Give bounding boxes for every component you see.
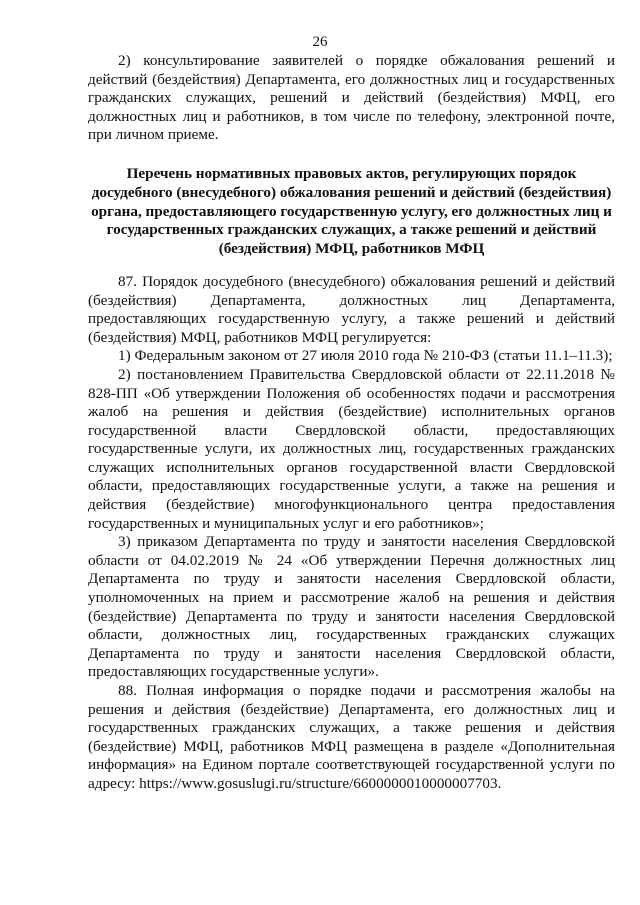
list-item-government-decree: 2) постановлением Правительства Свердловской области от 22.11.2018 № 828-ПП «Об утверждении Положения об особенностях подачи и рассмотрения жалоб на решения и действия (бездействие) исполнительных органов государственной власти Свердловской области, предоставляющих государственные услуги, их должностных лиц, государственных гражданских служащих исполнительных органов государственной власти Свердловской области, предоставляющих государственные услуги, а также на решения и действия (бездействие) многофункционального центра предоставления государственных и муниципальных услуг и его работников»; (88, 365, 615, 532)
list-item-department-order: 3) приказом Департамента по труду и занятости населения Свердловской области от 04.02.2019 № 24 «Об утверждении Перечня должностных лиц Департамента по труду и занятости населения Свердловской области, уполномоченных на прием и рассмотрение жалоб на решения и действия (бездействие) Департамента по труду и занятости населения Свердловской области, должностных лиц, государственных гражданских служащих Департамента по труду и занятости населения Свердловской области, предоставляющих государственные услуги». (88, 533, 615, 681)
paragraph-87: 87. Порядок досудебного (внесудебного) обжалования решений и действий (бездействия) Департамента, должностных лиц Департамента, предоставляющих государственную услугу, а также решений и действий (бездействия) МФЦ, работников МФЦ регулируется: (88, 272, 615, 346)
section-heading: Перечень нормативных правовых актов, регулирующих порядок досудебного (внесудебного) обжалования решений и действий (бездействия) органа, предоставляющего государственную услугу, его должностных лиц и государственных гражданских служащих, а также решений и действий (бездействия) МФЦ, работников МФЦ (91, 164, 612, 258)
page-number: 26 (312, 34, 328, 50)
intro-paragraph: 2) консультирование заявителей о порядке обжалования решений и действий (бездействия) Департамента, его должностных лиц и государственных гражданских служащих, решений и действий (бездействия) МФЦ, его должностных лиц и работников, в том числе по телефону, электронной почте, при личном приеме. (88, 52, 615, 144)
paragraph-88: 88. Полная информация о порядке подачи и рассмотрения жалобы на решения и действия (бездействие) Департамента, его должностных лиц и государственных гражданских служащих, а также решения и действия (бездействие) МФЦ, работников МФЦ размещена в разделе «Дополнительная информация» на Едином портале соответствующей государственной услуги по адресу: https://www.gosuslugi.ru/structure/6600000010000007703. (88, 682, 615, 792)
list-item-federal-law: 1) Федеральным законом от 27 июля 2010 года № 210-ФЗ (статьи 11.1–11.3); (118, 347, 613, 365)
document-body (88, 42, 615, 794)
